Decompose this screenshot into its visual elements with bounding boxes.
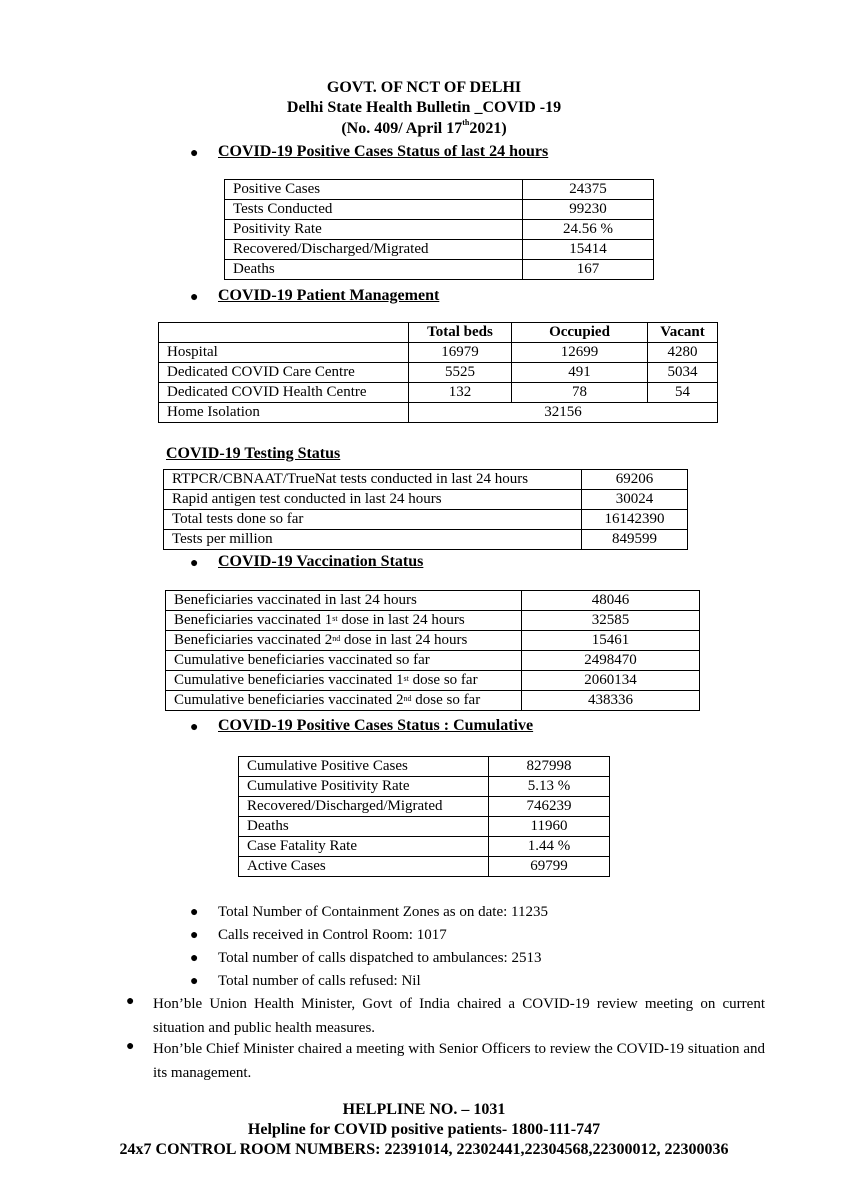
cumulative-table <box>238 756 610 877</box>
bullet-icon: ● <box>190 974 199 989</box>
row-label: Beneficiaries vaccinated 1st dose in last 24 hours <box>166 611 522 631</box>
row-label: Cumulative beneficiaries vaccinated so far <box>166 651 522 671</box>
beds-occupied: 12699 <box>512 343 648 363</box>
row-label: Recovered/Discharged/Migrated <box>225 240 523 260</box>
row-value: 849599 <box>582 530 688 550</box>
row-value: 167 <box>523 260 654 280</box>
row-value: 16142390 <box>582 510 688 530</box>
facility-label: Dedicated COVID Care Centre <box>159 363 409 383</box>
row-value: 69799 <box>489 857 610 877</box>
patient-mgmt-row <box>159 383 718 403</box>
positive24-row <box>225 220 654 240</box>
positive24-row <box>225 200 654 220</box>
vaccination-table <box>165 590 700 711</box>
info-bullet: Total number of calls dispatched to ambulances: 2513 <box>218 950 542 966</box>
footer-helpline: HELPLINE NO. – 1031 <box>342 1101 506 1118</box>
row-value: 69206 <box>582 470 688 490</box>
row-label: Cumulative beneficiaries vaccinated 2nd dose so far <box>166 691 522 711</box>
row-label: RTPCR/CBNAAT/TrueNat tests conducted in last 24 hours <box>164 470 582 490</box>
info-bullet: Total Number of Containment Zones as on date: 11235 <box>218 904 548 920</box>
row-label: Positive Cases <box>225 180 523 200</box>
positive24-row <box>225 180 654 200</box>
beds-total: 16979 <box>409 343 512 363</box>
testing-row <box>164 530 688 550</box>
header-bulletin: Delhi State Health Bulletin _COVID -19 <box>286 99 562 116</box>
row-label: Beneficiaries vaccinated 2nd dose in last 24 hours <box>166 631 522 651</box>
patient-mgmt-row <box>159 343 718 363</box>
row-value: 2498470 <box>522 651 700 671</box>
beds-vacant: 5034 <box>648 363 718 383</box>
cumulative-row <box>239 757 610 777</box>
header-govt: GOVT. OF NCT OF DELHI <box>326 79 522 96</box>
patient-mgmt-header: Total beds <box>409 323 512 343</box>
vaccination-row <box>166 651 700 671</box>
row-label: Case Fatality Rate <box>239 837 489 857</box>
positive24-row <box>225 240 654 260</box>
row-value: 5.13 % <box>489 777 610 797</box>
vaccination-row <box>166 611 700 631</box>
row-value: 827998 <box>489 757 610 777</box>
section-title-patient-mgmt: COVID-19 Patient Management <box>218 287 440 304</box>
bullet-icon: ● <box>126 994 135 1009</box>
home-isolation-value: 32156 <box>409 403 718 423</box>
patient-mgmt-header: Vacant <box>648 323 718 343</box>
patient-mgmt-header-blank <box>159 323 409 343</box>
row-label: Total tests done so far <box>164 510 582 530</box>
beds-occupied: 491 <box>512 363 648 383</box>
vaccination-row <box>166 671 700 691</box>
cumulative-row <box>239 817 610 837</box>
row-label: Tests Conducted <box>225 200 523 220</box>
testing-row <box>164 470 688 490</box>
patient-mgmt-header: Occupied <box>512 323 648 343</box>
patient-mgmt-table <box>158 322 718 423</box>
row-label: Tests per million <box>164 530 582 550</box>
bullet-icon: ● <box>126 1039 135 1054</box>
row-label: Recovered/Discharged/Migrated <box>239 797 489 817</box>
row-value: 11960 <box>489 817 610 837</box>
beds-total: 5525 <box>409 363 512 383</box>
row-label: Cumulative Positivity Rate <box>239 777 489 797</box>
vaccination-row <box>166 591 700 611</box>
testing-row <box>164 490 688 510</box>
facility-label: Hospital <box>159 343 409 363</box>
bullet-icon: ● <box>190 905 199 920</box>
positive24-row <box>225 260 654 280</box>
row-value: 24.56 % <box>523 220 654 240</box>
facility-label: Dedicated COVID Health Centre <box>159 383 409 403</box>
info-bullet: Calls received in Control Room: 1017 <box>218 927 447 943</box>
footer-control-room: 24x7 CONTROL ROOM NUMBERS: 22391014, 22302441,22304568,22300012, 22300036 <box>119 1141 729 1158</box>
patient-mgmt-row <box>159 363 718 383</box>
bullet-icon: ● <box>190 146 199 161</box>
row-label: Rapid antigen test conducted in last 24 hours <box>164 490 582 510</box>
row-label: Positivity Rate <box>225 220 523 240</box>
testing-table <box>163 469 688 550</box>
beds-vacant: 54 <box>648 383 718 403</box>
vaccination-row <box>166 691 700 711</box>
cumulative-row <box>239 837 610 857</box>
testing-row <box>164 510 688 530</box>
row-value: 32585 <box>522 611 700 631</box>
beds-total: 132 <box>409 383 512 403</box>
beds-occupied: 78 <box>512 383 648 403</box>
row-value: 438336 <box>522 691 700 711</box>
bullet-icon: ● <box>190 928 199 943</box>
positive24-table <box>224 179 654 280</box>
section-title-cumulative: COVID-19 Positive Cases Status : Cumulative <box>218 717 534 734</box>
row-value: 99230 <box>523 200 654 220</box>
section-title-positive24: COVID-19 Positive Cases Status of last 24 hours <box>218 143 549 160</box>
footer-covid-helpline: Helpline for COVID positive patients- 1800-111-747 <box>247 1121 601 1138</box>
note-union-minister: Hon’ble Union Health Minister, Govt of India chaired a COVID-19 review meeting on current situation and public health measures. <box>153 996 765 1036</box>
info-bullet: Total number of calls refused: Nil <box>218 973 421 989</box>
row-label: Cumulative beneficiaries vaccinated 1st dose so far <box>166 671 522 691</box>
cumulative-row <box>239 777 610 797</box>
row-label: Deaths <box>239 817 489 837</box>
row-label: Beneficiaries vaccinated in last 24 hours <box>166 591 522 611</box>
row-label: Deaths <box>225 260 523 280</box>
row-value: 2060134 <box>522 671 700 691</box>
bullet-icon: ● <box>190 720 199 735</box>
cumulative-row <box>239 857 610 877</box>
bullet-icon: ● <box>190 556 199 571</box>
section-title-testing: COVID-19 Testing Status <box>166 445 341 462</box>
row-label: Active Cases <box>239 857 489 877</box>
home-isolation-row <box>159 403 718 423</box>
row-value: 48046 <box>522 591 700 611</box>
row-value: 24375 <box>523 180 654 200</box>
row-value: 746239 <box>489 797 610 817</box>
cumulative-row <box>239 797 610 817</box>
row-value: 1.44 % <box>489 837 610 857</box>
home-isolation-label: Home Isolation <box>159 403 409 423</box>
section-title-vaccination: COVID-19 Vaccination Status <box>218 553 424 570</box>
bullet-icon: ● <box>190 290 199 305</box>
header-number: (No. 409/ April 17th2021) <box>341 118 507 137</box>
row-value: 30024 <box>582 490 688 510</box>
bullet-icon: ● <box>190 951 199 966</box>
row-value: 15461 <box>522 631 700 651</box>
row-label: Cumulative Positive Cases <box>239 757 489 777</box>
note-chief-minister: Hon’ble Chief Minister chaired a meeting with Senior Officers to review the COVID-19 situation and its management. <box>153 1041 765 1081</box>
beds-vacant: 4280 <box>648 343 718 363</box>
vaccination-row <box>166 631 700 651</box>
row-value: 15414 <box>523 240 654 260</box>
